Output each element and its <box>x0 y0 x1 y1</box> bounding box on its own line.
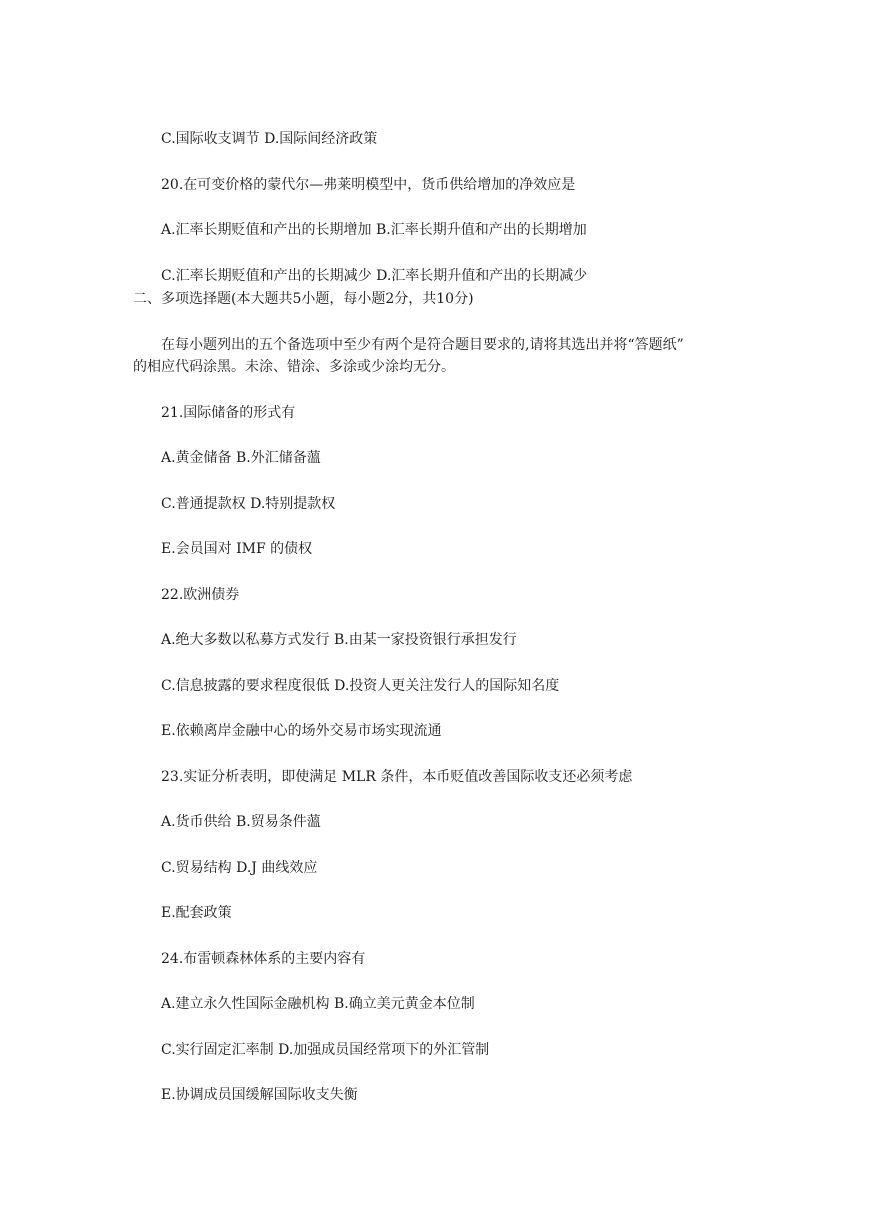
q23-options-ab: A.货币供给 B.贸易条件薀 <box>161 814 321 830</box>
q21-options-cd: C.普通提款权 D.特别提款权 <box>161 496 336 512</box>
q23-options-cd: C.贸易结构 D.J 曲线效应 <box>161 860 318 876</box>
q22-stem: 22.欧洲债券 <box>161 587 240 603</box>
section-2-instruction-line-2: 的相应代码涂黑。未涂、错涂、多涂或少涂均无分。 <box>133 359 455 375</box>
q24-option-e: E.协调成员国缓解国际收支失衡 <box>161 1087 358 1103</box>
q24-stem: 24.布雷顿森林体系的主要内容有 <box>161 951 366 967</box>
q21-option-e: E.会员国对 IMF 的债权 <box>161 541 313 557</box>
q22-options-ab: A.绝大多数以私募方式发行 B.由某一家投资银行承担发行 <box>161 632 517 648</box>
section-2-title: 二、多项选择题(本大题共5小题，每小题2分，共10分) <box>133 291 474 307</box>
section-2-instruction-line-1: 在每小题列出的五个备选项中至少有两个是符合题目要求的,请将其选出并将“答题纸” <box>161 337 684 353</box>
q20-options-ab: A.汇率长期贬值和产出的长期增加 B.汇率长期升值和产出的长期增加 <box>161 222 587 238</box>
q19-options-cd: C.国际收支调节 D.国际间经济政策 <box>161 131 378 147</box>
q24-options-ab: A.建立永久性国际金融机构 B.确立美元黄金本位制 <box>161 996 475 1012</box>
q22-options-cd: C.信息披露的要求程度很低 D.投资人更关注发行人的国际知名度 <box>161 678 560 694</box>
q22-option-e: E.依赖离岸金融中心的场外交易市场实现流通 <box>161 723 442 739</box>
q20-options-cd: C.汇率长期贬值和产出的长期减少 D.汇率长期升值和产出的长期减少 <box>161 268 588 284</box>
q23-option-e: E.配套政策 <box>161 905 232 921</box>
q20-stem: 20.在可变价格的蒙代尔—弗莱明模型中，货币供给增加的净效应是 <box>161 177 576 193</box>
q23-stem: 23.实证分析表明，即使满足 MLR 条件，本币贬值改善国际收支还必须考虑 <box>161 769 633 785</box>
q24-options-cd: C.实行固定汇率制 D.加强成员国经常项下的外汇管制 <box>161 1042 490 1058</box>
q21-stem: 21.国际储备的形式有 <box>161 405 296 421</box>
q21-options-ab: A.黄金储备 B.外汇储备薀 <box>161 450 321 466</box>
